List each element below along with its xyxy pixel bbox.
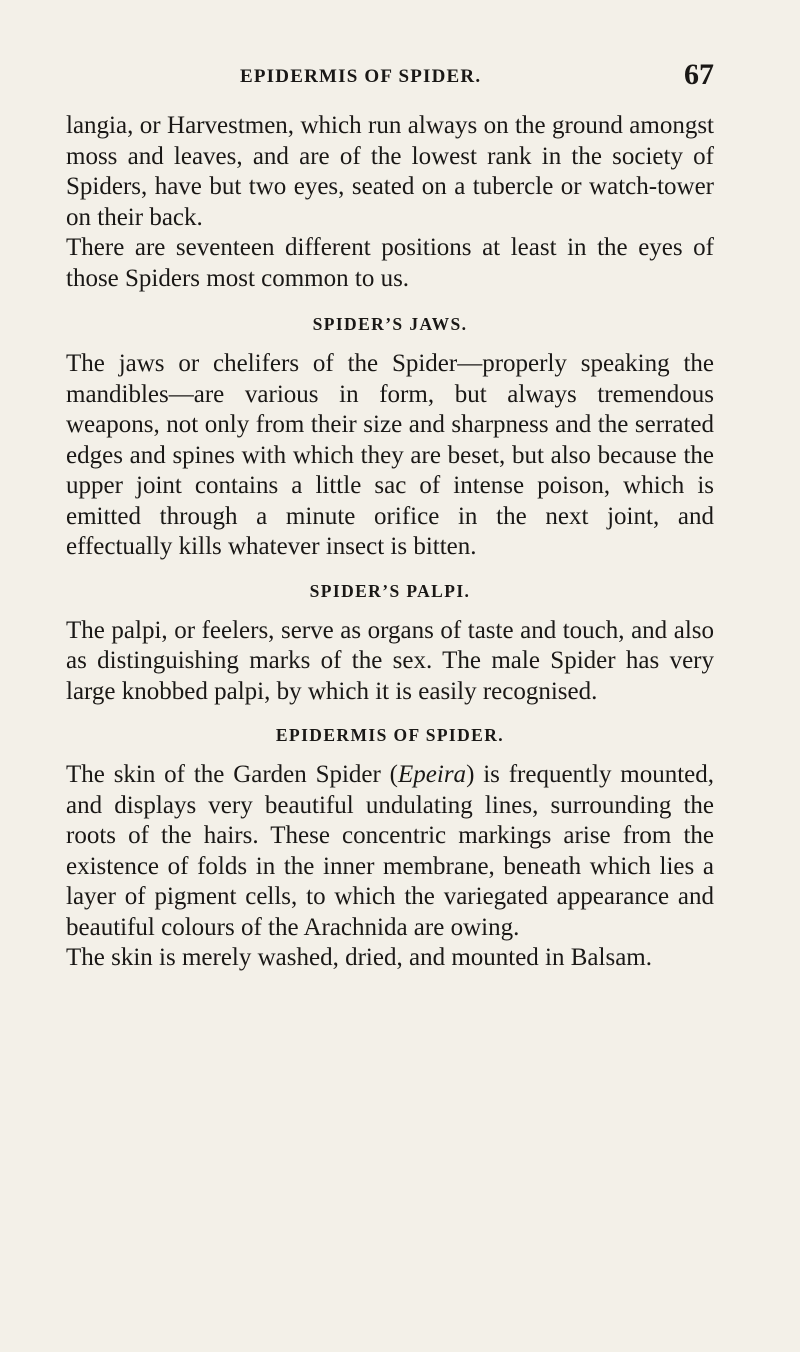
section-heading-palpi: SPIDER’S PALPI. [309,580,471,601]
paragraph-jaws: The jaws or chelifers of the Spider—properly speaking the mandibles—are various in form, but always tremendous weapons, not only from their size and sharpness and the serrated edges and spines with which they are beset, but also because the upper joint contains a little sac of intense poison, which is emitted through a minute orifice in the next joint, and effectually kills whatever insect is bitten. [66,350,714,560]
paragraph-palpi: The palpi, or feelers, serve as organs of taste and touch, and also as distinguishing marks of the sex. The male Spider has very large knobbed palpi, by which it is easily recognised. [66,616,714,705]
body-text [66,111,714,974]
page-number: 67 [684,58,714,91]
section-heading-jaws: SPIDER’S JAWS. [312,314,468,334]
paragraph-epidermis-rest: ) is frequently mounted, and displays very beautiful undulating lines, surrounding the roots of the hairs. These concentric markings arise from the existence of folds in the inner membrane, beneath which lies a layer of pigment cells, to which the variegated appearance and beautiful colours of the Arachnida are owing. [66,761,714,941]
section-heading-epidermis: EPIDERMIS OF SPIDER. [275,725,505,745]
paragraph-epidermis-start: The skin of the Garden Spider ( [66,761,399,788]
running-title: EPIDERMIS OF SPIDER. [240,66,482,87]
running-header [160,58,714,94]
paragraph-harvestmen: langia, or Harvestmen, which run always on the ground amongst moss and leaves, and are of the lowest rank in the society of Spiders, have but two eyes, seated on a tubercle or watch-tower on their back. [66,112,714,231]
paragraph-eye-positions: There are seventeen different positions at least in the eyes of those Spiders most common to us. [66,234,714,292]
paragraph-epidermis [66,760,714,943]
genus-name-epeira: Epeira [398,761,467,788]
paragraph-mounting: The skin is merely washed, dried, and mounted in Balsam. [66,944,652,971]
